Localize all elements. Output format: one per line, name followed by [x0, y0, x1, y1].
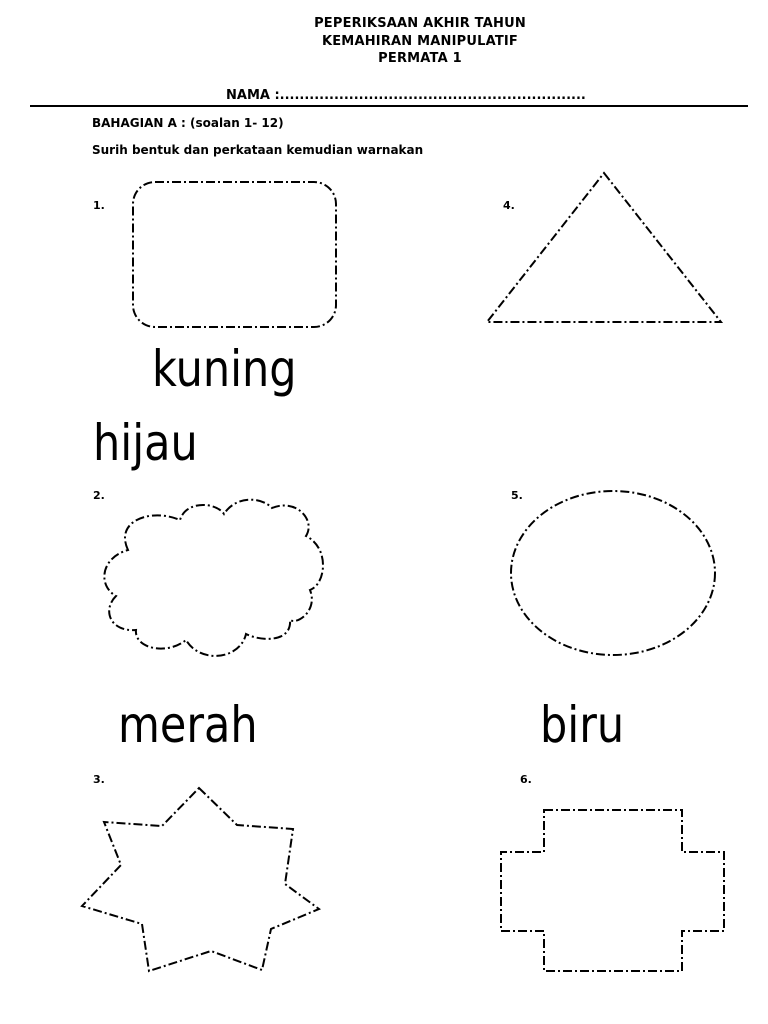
item-number-3: 3. [93, 773, 105, 786]
title-line-1: PEPERIKSAAN AKHIR TAHUN [314, 16, 526, 31]
word-hijau: hijau [93, 414, 198, 472]
instruction-text: Surih bentuk dan perkataan kemudian warnakan [92, 143, 424, 157]
triangle-shape [487, 173, 721, 322]
word-kuning: kuning [152, 340, 297, 398]
rounded-rectangle-shape [133, 182, 336, 327]
item-number-2: 2. [93, 489, 105, 502]
word-merah: merah [118, 696, 258, 754]
name-field: NAMA :.............................................................. [226, 88, 586, 103]
title-line-2: KEMAHIRAN MANIPULATIF [321, 34, 519, 49]
section-label: BAHAGIAN A : (soalan 1- 12) [92, 116, 284, 130]
cloud-shape [104, 500, 323, 656]
oval-shape [511, 491, 715, 655]
cross-shape [501, 810, 724, 971]
star-shape [82, 788, 319, 971]
item-number-6: 6. [520, 773, 532, 786]
word-biru: biru [540, 696, 625, 754]
title-line-3: PERMATA 1 [378, 51, 462, 66]
item-number-5: 5. [511, 489, 523, 502]
item-number-4: 4. [503, 199, 515, 212]
item-number-1: 1. [93, 199, 105, 212]
